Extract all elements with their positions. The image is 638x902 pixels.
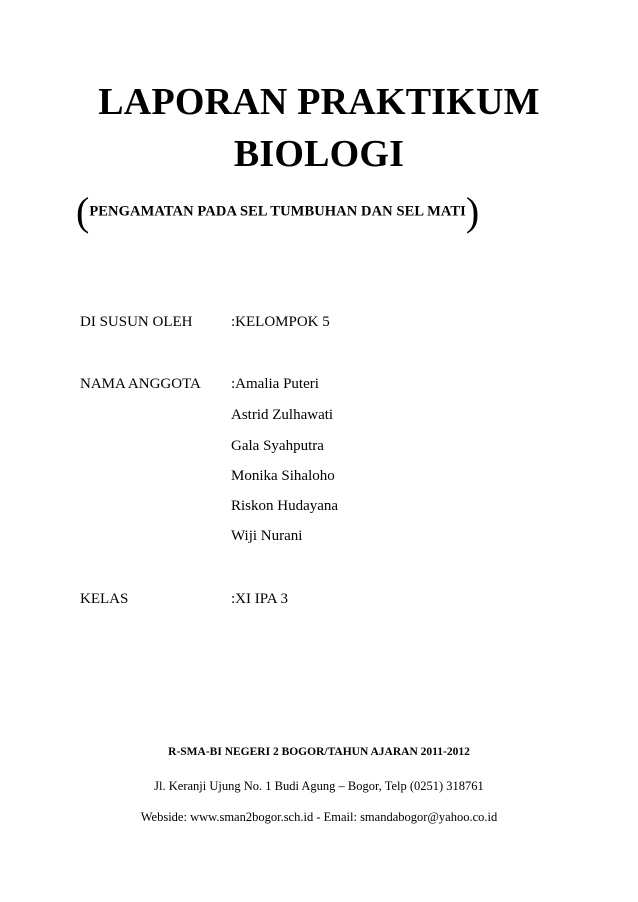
- compiled-by-value: :KELOMPOK 5: [231, 314, 330, 330]
- class-label: KELAS: [80, 591, 129, 607]
- footer-school: R-SMA-BI NEGERI 2 BOGOR/TAHUN AJARAN 2011-2012: [168, 746, 470, 758]
- member-item: Monika Sihaloho: [231, 468, 335, 484]
- members-label: NAMA ANGGOTA: [80, 376, 201, 392]
- member-item: Gala Syahputra: [231, 438, 324, 454]
- footer-address: Jl. Keranji Ujung No. 1 Budi Agung – Bogor, Telp (0251) 318761: [154, 779, 484, 793]
- member-item: :Amalia Puteri: [231, 376, 319, 392]
- footer-contact: Webside: www.sman2bogor.sch.id - Email: smandabogor@yahoo.co.id: [140, 810, 498, 824]
- report-title-line2: BIOLOGI: [233, 133, 405, 175]
- subtitle-close-paren: ): [465, 189, 480, 234]
- subtitle-open-paren: (: [76, 189, 90, 234]
- member-item: Wiji Nurani: [231, 528, 303, 544]
- subtitle-text: PENGAMATAN PADA SEL TUMBUHAN DAN SEL MATI: [89, 203, 466, 220]
- member-item: Astrid Zulhawati: [231, 407, 334, 423]
- compiled-by-label: DI SUSUN OLEH: [80, 314, 193, 330]
- class-value: :XI IPA 3: [231, 591, 288, 607]
- member-item: Riskon Hudayana: [231, 498, 339, 514]
- report-subtitle: [76, 189, 480, 234]
- report-title-line1: LAPORAN PRAKTIKUM: [98, 81, 540, 123]
